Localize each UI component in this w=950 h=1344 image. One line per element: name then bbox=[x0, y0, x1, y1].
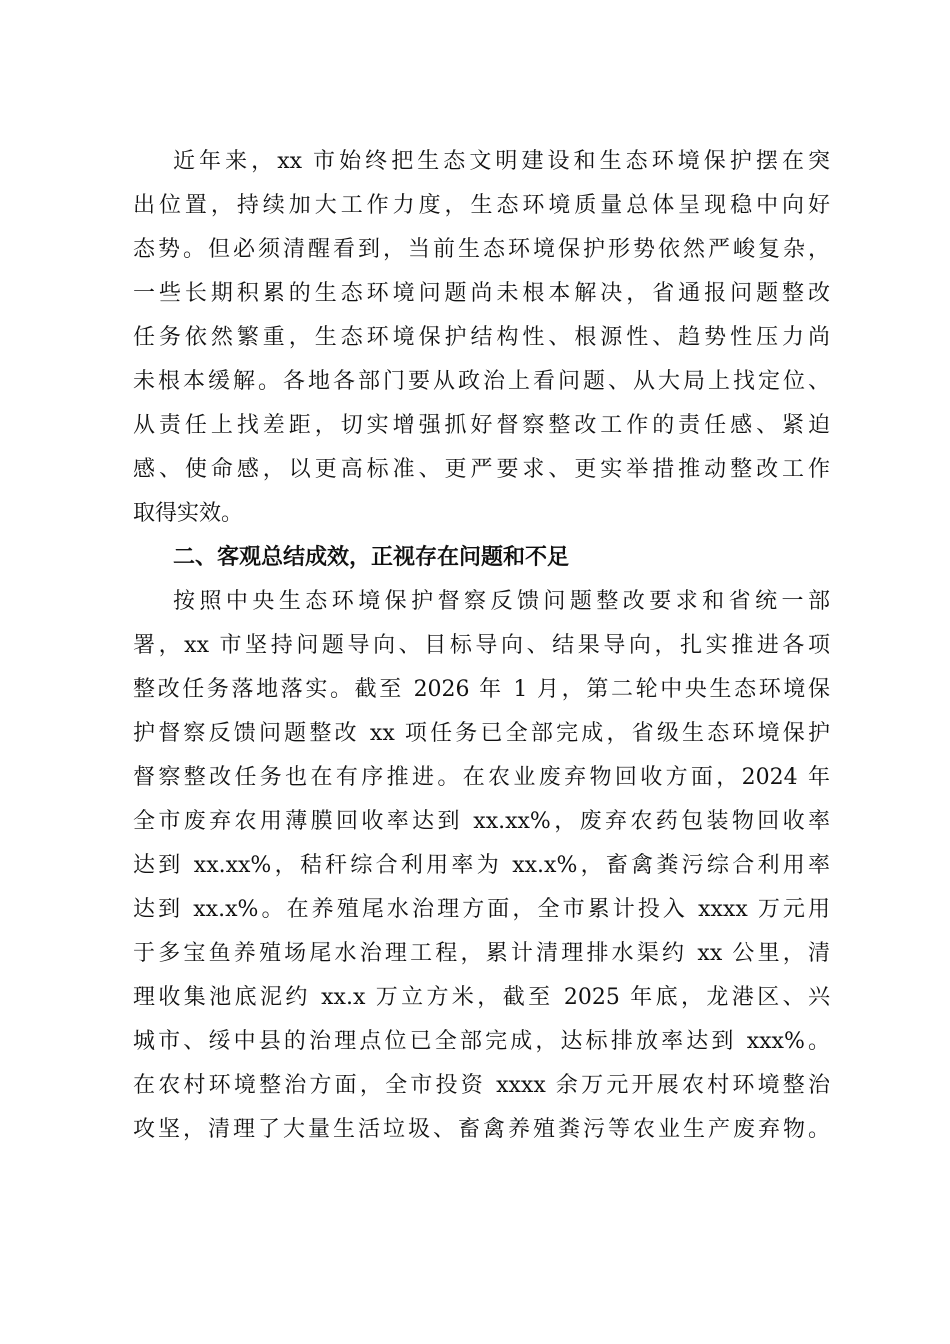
text-line: 护督察反馈问题整改 xx 项任务已全部完成，省级生态环境保护 bbox=[133, 721, 830, 746]
text-line: 态势。但必须清醒看到，当前生态环境保护形势依然严峻复杂， bbox=[133, 237, 830, 262]
text-line: 达到 xx.xx%，秸秆综合利用率为 xx.x%，畜禽粪污综合利用率 bbox=[133, 853, 830, 878]
text-line: 整改任务落地落实。截至 2026 年 1 月，第二轮中央生态环境保 bbox=[133, 677, 830, 702]
paragraph-2 bbox=[133, 580, 830, 1152]
document-page bbox=[133, 140, 830, 1152]
text-line: 取得实效。 bbox=[133, 501, 244, 526]
text-line: 出位置，持续加大工作力度，生态环境质量总体呈现稳中向好 bbox=[133, 193, 830, 218]
paragraph-1 bbox=[133, 140, 830, 536]
section-heading: 二、客观总结成效，正视存在问题和不足 bbox=[173, 545, 570, 570]
text-line: 城市、绥中县的治理点位已全部完成，达标排放率达到 xxx%。 bbox=[133, 1029, 830, 1054]
text-line: 一些长期积累的生态环境问题尚未根本解决，省通报问题整改 bbox=[133, 281, 830, 306]
text-line: 理收集池底泥约 xx.x 万立方米，截至 2025 年底，龙港区、兴 bbox=[133, 985, 830, 1010]
text-line: 近年来，xx 市始终把生态文明建设和生态环境保护摆在突 bbox=[173, 149, 830, 174]
text-line: 按照中央生态环境保护督察反馈问题整改要求和省统一部 bbox=[173, 589, 830, 614]
text-line: 攻坚，清理了大量生活垃圾、畜禽养殖粪污等农业生产废弃物。 bbox=[133, 1117, 830, 1142]
text-line: 任务依然繁重，生态环境保护结构性、根源性、趋势性压力尚 bbox=[133, 325, 830, 350]
text-line: 署，xx 市坚持问题导向、目标导向、结果导向，扎实推进各项 bbox=[133, 633, 830, 658]
text-line: 达到 xx.x%。在养殖尾水治理方面，全市累计投入 xxxx 万元用 bbox=[133, 897, 830, 922]
text-line: 从责任上找差距，切实增强抓好督察整改工作的责任感、紧迫 bbox=[133, 413, 830, 438]
text-line: 感、使命感，以更高标准、更严要求、更实举措推动整改工作 bbox=[133, 457, 830, 482]
text-line: 于多宝鱼养殖场尾水治理工程，累计清理排水渠约 xx 公里，清 bbox=[133, 941, 830, 966]
text-line: 督察整改任务也在有序推进。在农业废弃物回收方面，2024 年 bbox=[133, 765, 830, 790]
text-line: 在农村环境整治方面，全市投资 xxxx 余万元开展农村环境整治 bbox=[133, 1073, 830, 1098]
text-line: 全市废弃农用薄膜回收率达到 xx.xx%，废弃农药包装物回收率 bbox=[133, 809, 830, 834]
text-line: 未根本缓解。各地各部门要从政治上看问题、从大局上找定位、 bbox=[133, 369, 830, 394]
